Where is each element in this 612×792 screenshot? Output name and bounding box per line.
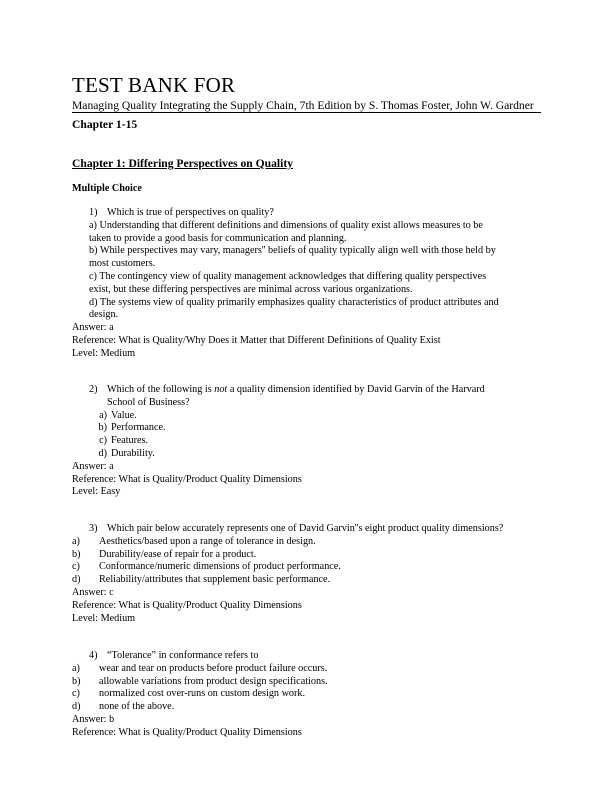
answer-key: Answer: c	[72, 586, 114, 598]
question-text: Which pair below accurately represents one of David Garvin''s eight product quality dimensions?	[107, 523, 504, 534]
question-stem	[89, 523, 542, 536]
answer-option	[93, 410, 542, 423]
difficulty-level: Level: Easy	[72, 486, 121, 498]
question-3	[72, 523, 542, 625]
option-letter: c)	[99, 435, 107, 447]
question-stem	[89, 207, 542, 220]
answer-option	[72, 549, 542, 562]
answer-option-continued: taken to provide a good basis for communication and planning.	[89, 232, 347, 244]
title-rule	[72, 112, 541, 113]
section-heading: Multiple Choice	[72, 183, 142, 194]
document-title: TEST BANK FOR	[72, 73, 236, 97]
question-text-pre: Which of the following is	[107, 384, 215, 395]
question-stem	[89, 650, 542, 663]
answer-option	[72, 701, 542, 714]
answer-option: a) Understanding that different definitions and dimensions of quality exist allows measures to be	[89, 219, 483, 231]
option-letter: a)	[99, 409, 107, 421]
reference: Reference: What is Quality/Product Quality Dimensions	[72, 473, 302, 485]
option-letter: d)	[72, 701, 81, 713]
question-text: “Tolerance” in conformance refers to	[107, 650, 259, 661]
option-letter: b)	[98, 422, 107, 434]
question-2	[72, 384, 542, 499]
option-text: normalized cost over-runs on custom design work.	[99, 688, 306, 700]
answer-key: Answer: b	[72, 713, 115, 725]
answer-option	[93, 422, 542, 435]
option-letter: b)	[72, 675, 81, 687]
answer-option-continued: exist, but these differing perspectives are minimal across various organizations.	[89, 283, 413, 295]
answer-option: d) The systems view of quality primarily emphasizes quality characteristics of product attributes and	[89, 296, 499, 308]
reference: Reference: What is Quality/Product Quality Dimensions	[72, 726, 302, 738]
option-text: none of the above.	[99, 701, 175, 713]
option-text: Aesthetics/based upon a range of tolerance in design.	[99, 535, 316, 547]
option-text: Durability.	[111, 447, 155, 459]
answer-option	[72, 574, 542, 587]
reference: Reference: What is Quality/Why Does it Matter that Different Definitions of Quality Exist	[72, 334, 441, 346]
option-text: wear and tear on products before product failure occurs.	[99, 662, 328, 674]
answer-key: Answer: a	[72, 322, 114, 334]
answer-option	[93, 448, 542, 461]
option-letter: c)	[72, 561, 80, 573]
answer-option	[72, 663, 542, 676]
option-letter: c)	[72, 688, 80, 700]
answer-option-continued: most customers.	[89, 258, 156, 270]
option-text: Value.	[111, 409, 137, 421]
question-1	[72, 207, 542, 361]
answer-option	[72, 688, 542, 701]
reference: Reference: What is Quality/Product Quality Dimensions	[72, 599, 302, 611]
document-subtitle: Managing Quality Integrating the Supply Chain, 7th Edition by S. Thomas Foster, John W. Gardner	[72, 99, 534, 112]
option-text: allowable variations from product design specifications.	[99, 675, 328, 687]
answer-option	[72, 561, 542, 574]
question-number: 1)	[89, 207, 98, 218]
answer-option: c) The contingency view of quality management acknowledges that differing quality perspectives	[89, 270, 487, 282]
question-text: Which is true of perspectives on quality?	[107, 207, 274, 218]
option-letter: d)	[98, 447, 107, 459]
option-letter: a)	[72, 535, 80, 547]
difficulty-level: Level: Medium	[72, 347, 136, 359]
answer-option	[93, 435, 542, 448]
option-letter: a)	[72, 662, 80, 674]
option-text: Performance.	[111, 422, 166, 434]
chapter-range: Chapter 1-15	[72, 118, 138, 131]
question-text-emphasis: not	[214, 384, 228, 395]
answer-key: Answer: a	[72, 460, 114, 472]
option-text: Features.	[111, 435, 149, 447]
option-text: Reliability/attributes that supplement basic performance.	[99, 574, 331, 586]
answer-option	[72, 536, 542, 549]
answer-option	[72, 676, 542, 689]
chapter-heading: Chapter 1: Differing Perspectives on Quality	[72, 157, 294, 170]
option-letter: b)	[72, 548, 81, 560]
answer-option: b) While perspectives may vary, managers'' beliefs of quality typically align well with those held by	[89, 245, 496, 257]
question-number: 3)	[89, 523, 98, 534]
question-text-post: a quality dimension identified by David Garvin of the Harvard	[227, 384, 485, 395]
question-number: 2)	[89, 384, 98, 395]
answer-option-continued: design.	[89, 309, 119, 321]
question-4	[72, 650, 542, 740]
option-text: Durability/ease of repair for a product.	[99, 548, 257, 560]
option-text: Conformance/numeric dimensions of product performance.	[99, 561, 341, 573]
option-letter: d)	[72, 574, 81, 586]
difficulty-level: Level: Medium	[72, 612, 136, 624]
question-number: 4)	[89, 650, 98, 661]
question-text-continued: School of Business?	[107, 396, 190, 408]
question-stem	[89, 384, 542, 397]
